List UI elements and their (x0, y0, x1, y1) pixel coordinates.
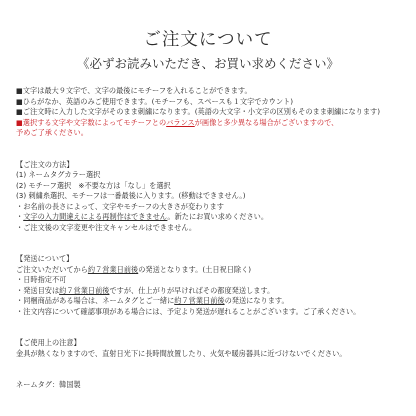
order-step-3: (3) 刺繍糸選択、モチーフは一番最後に入ります。(移動はできません。) (16, 191, 246, 200)
shipping-delay-note: ・注文内容について確認事項がある場合には、予定より発送が遅れることがございます。ご了承ください。 (16, 306, 361, 316)
shipping-heading: 【発送について】 (16, 254, 74, 263)
shipping-estimate: ・発送目安は約７営業日前後ですが、仕上がりが早ければその都度発送します。 (16, 285, 275, 295)
usage-section (16, 338, 400, 359)
lead-time-emphasis: 約７営業日前後 (87, 264, 139, 274)
shipping-section (16, 254, 400, 317)
rule-embroidery-as-entered: ■ご注文時に入力した文字がそのまま刺繍になります。(英語の大文字・小文字の区別もそのまま刺繍になります) (16, 107, 381, 116)
balance-emphasis: バランス (166, 117, 195, 127)
usage-text: 金具が熱くなりますので、直射日光下に長時間放置したり、火気や暖房器具に近づけないでください。 (16, 348, 347, 358)
rule-allowed-characters: ■ひらがなか、英語のみご使用できます。(モチーフも、スペースも１文字でカウント) (16, 96, 294, 106)
order-note-no-remake: ・文字の入力間違えによる再制作はできません。新たにお買い求めください。 (16, 212, 269, 221)
page-subtitle: 《必ずお読みいただき、お買い求めください》 (76, 56, 339, 71)
page-title: ご注文について (143, 30, 273, 50)
rule-balance-warning-continued: 予めご了承ください。 (16, 128, 88, 137)
origin-section (16, 380, 400, 391)
no-remake-emphasis: 文字の入力間違えによる再制作はできません (23, 212, 168, 221)
order-method-section (16, 160, 400, 234)
order-step-2: (2) モチーフ選択 ※不要な方は「なし」を選択 (16, 180, 171, 190)
order-step-1: (1) ネームタグカラー選択 (16, 170, 101, 179)
origin-text: ネームタグ：韓国製 (16, 380, 81, 389)
rule-balance-warning: ■選択する文字や文字数によってモチーフとのバランスが画像と多少異なる場合がございますので、 (16, 117, 339, 127)
order-note-no-cancel: ・ご注文後の文字変更や注文キャンセルはできません。 (16, 222, 197, 232)
shipping-bundled: ・同梱商品がある場合は、ネームタグとご一緒に約７営業日前後の発送になります。 (16, 296, 289, 305)
order-method-heading: 【ご注文の方法】 (16, 159, 74, 169)
shipping-no-date: ・日時指定不可 (16, 275, 67, 284)
character-rules (16, 86, 400, 139)
usage-heading: 【ご使用上の注意】 (16, 338, 81, 347)
order-note-size: ・お名前の長さによって、文字やモチーフの大きさが変わります (16, 201, 224, 211)
shipping-lead-time: ご注文いただいてから約７営業日前後の発送となります。(土日祝日除く) (16, 264, 252, 274)
rule-max-characters: ■文字は最大９文字で、文字の最後にモチーフを入れることができます。 (16, 86, 252, 95)
